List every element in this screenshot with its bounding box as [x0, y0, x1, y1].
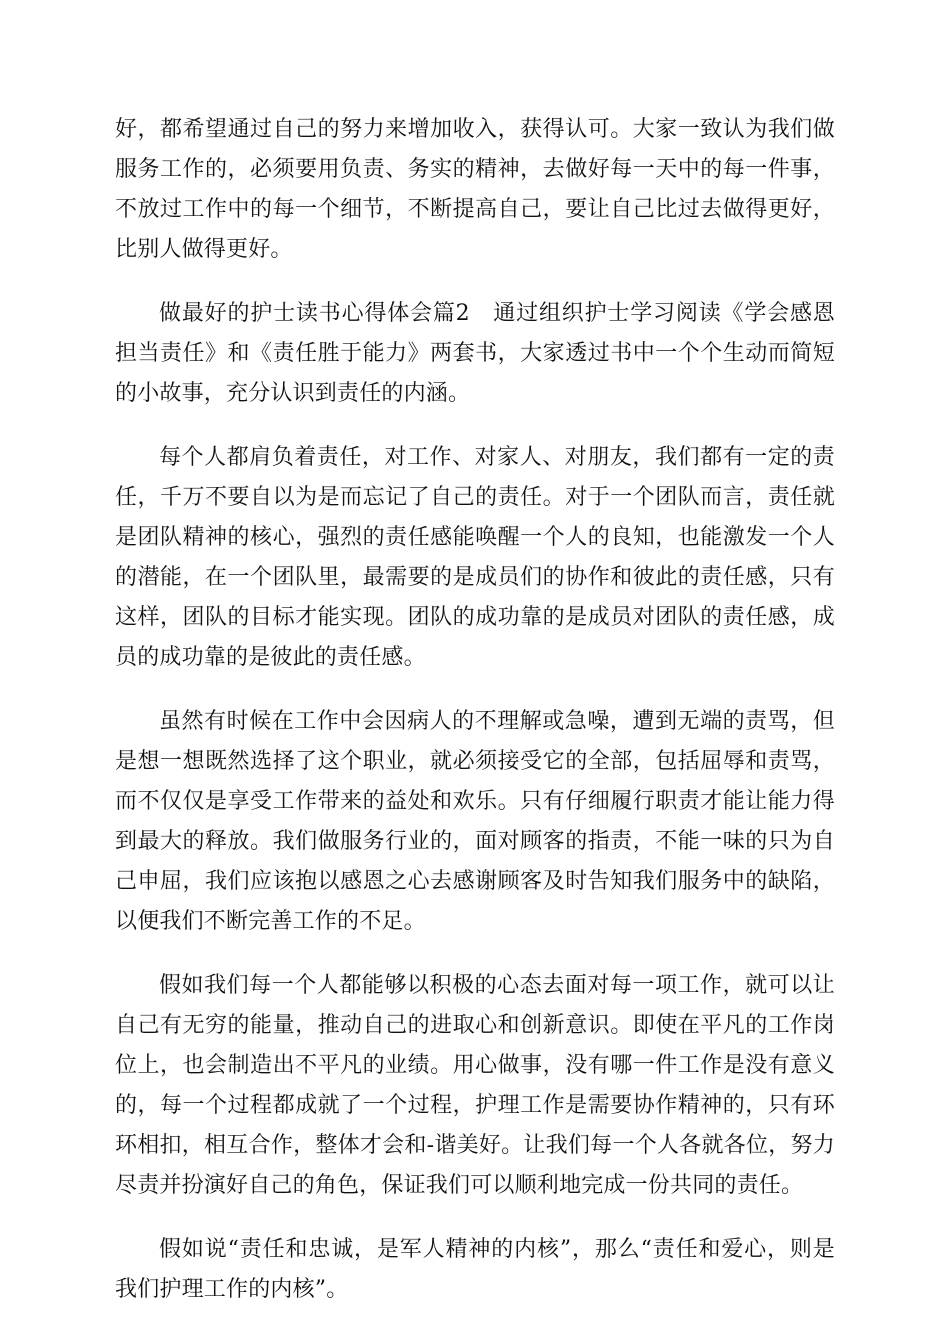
paragraph-continued: 好，都希望通过自己的努力来增加收入，获得认可。大家一致认为我们做服务工作的，必须要用负责、务实的精神，去做好每一天中的每一件事，不放过工作中的每一个细节，不断提高自己，要让自己比过去做得更好，比别人做得更好。	[115, 117, 835, 262]
paragraph-attitude: 假如我们每一个人都能够以积极的心态去面对每一项工作，就可以让自己有无穷的能量，推动自己的进取心和创新意识。即使在平凡的工作岗位上，也会制造出不平凡的业绩。用心做事，没有哪一件工作是没有意义的，每一个过程都成就了一个过程，护理工作是需要协作精神的，只有环环相扣，相互合作，整体才会和-谐美好。让我们每一个人各就各位，努力尽责并扮演好自己的角色，保证我们可以顺利地完成一份共同的责任。	[115, 973, 835, 1198]
paragraph-service: 虽然有时候在工作中会因病人的不理解或急噪，遭到无端的责骂，但是想一想既然选择了这个职业，就必须接受它的全部，包括屈辱和责骂，而不仅仅是享受工作带来的益处和欢乐。只有仔细履行职责才能让能力得到最大的释放。我们做服务行业的，面对顾客的指责，不能一味的只为自己申屈，我们应该抱以感恩之心去感谢顾客及时告知我们服务中的缺陷，以便我们不断完善工作的不足。	[115, 709, 835, 934]
paragraph-section-2-intro: 做最好的护士读书心得体会篇2 通过组织护士学习阅读《学会感恩担当责任》和《责任胜于能力》两套书，大家透过书中一个个生动而简短的小故事，充分认识到责任的内涵。	[115, 301, 835, 406]
paragraph-conclusion: 假如说“责任和忠诚，是军人精神的内核”，那么“责任和爱心，则是我们护理工作的内核”。	[115, 1237, 835, 1302]
paragraph-responsibility: 每个人都肩负着责任，对工作、对家人、对朋友，我们都有一定的责任，千万不要自以为是而忘记了自己的责任。对于一个团队而言，责任就是团队精神的核心，强烈的责任感能唤醒一个人的良知，也能激发一个人的潜能，在一个团队里，最需要的是成员们的协作和彼此的责任感，只有这样，团队的目标才能实现。团队的成功靠的是成员对团队的责任感，成员的成功靠的是彼此的责任感。	[115, 445, 835, 670]
document-body	[115, 110, 835, 1334]
